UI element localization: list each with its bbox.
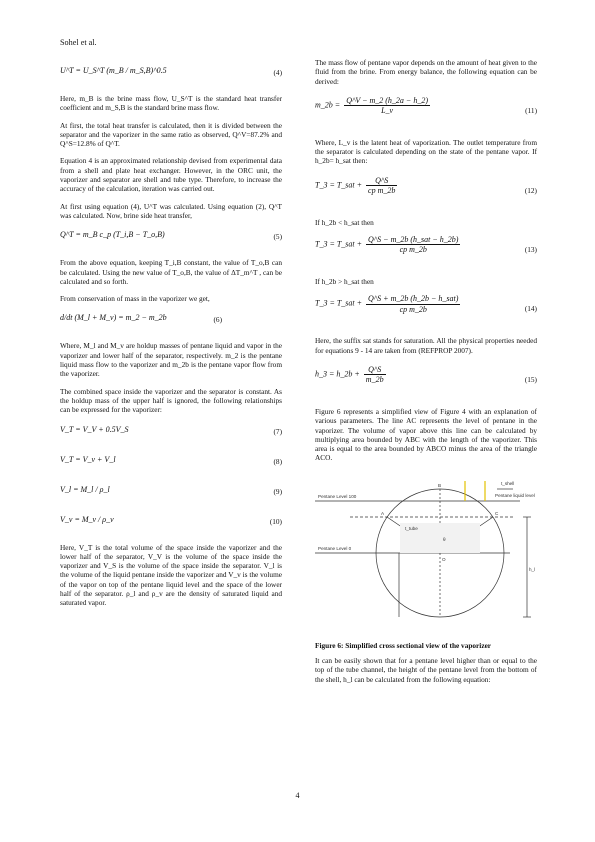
equation-12-expr [315, 176, 399, 196]
equation-12-lhs: T_3 = T_sat + [315, 180, 363, 190]
equation-15-lhs: h_3 = h_2b + [315, 369, 360, 379]
paragraph: At first, the total heat transfer is calculated, then it is divided between the separator and the vaporizer in the same ratio as observed, Q^V=87.2% and Q^S=12.8% of Q^T. [60, 120, 282, 149]
paragraph: The combined space inside the vaporizer and the separator is constant. As the holdup mass of the upper half is ignored, the following relationships can be expressed for the vaporizer: [60, 386, 282, 415]
label-theta: θ [443, 536, 446, 542]
equation-11-denominator: L_v [381, 106, 394, 116]
equation-13-number: (13) [524, 245, 537, 255]
equation-11-numerator: Q^V − m_2 (h_2a − h_2) [346, 95, 428, 105]
point-O: O [442, 556, 446, 562]
paragraph: Equation 4 is an approximated relationship devised from experimental data from a shell and plate heat exchanger. However, in the ORC unit, the vaporizer and separator are shell and tube type. Therefore, to increase the accuracy of the calculation, iteration was carried out. [60, 156, 282, 194]
paragraph: It can be easily shown that for a pentane level higher than or equal to the top of the tube channel, the height of the pentane level from the bottom of the shell, h_l can be calculated from the following equation: [315, 656, 537, 684]
equation-14-expr [315, 294, 462, 314]
paragraph: Here, m_B is the brine mass flow, U_S^T is the standard heat transfer coefficient and m_S,B is the standard brine mass flow. [60, 94, 282, 113]
paragraph: Here, the suffix sat stands for saturation. All the physical properties needed for equations 9 - 14 are taken from (REFPROP 2007). [315, 336, 537, 355]
equation-7 [60, 423, 282, 443]
equation-14-fraction [366, 294, 460, 314]
label-level-100: Pentane Level 100 [318, 493, 357, 499]
equation-9-number: (9) [273, 486, 282, 496]
vaporizer-cross-section-diagram [315, 471, 537, 631]
equation-12-numerator: Q^S [366, 176, 397, 186]
equation-13-denominator: cp m_2b [399, 245, 427, 255]
equation-8 [60, 453, 282, 473]
left-column [60, 58, 282, 616]
point-A: A [381, 510, 385, 516]
paragraph: From conservation of mass in the vaporizer we get, [60, 294, 210, 304]
equation-10-number: (10) [269, 516, 282, 526]
paragraph: The mass flow of pentane vapor depends on the amount of heat given to the fluid from the brine. From energy balance, the following equation can be derived: [315, 58, 537, 86]
label-t-tube: t_tube [405, 525, 418, 531]
equation-15-fraction [364, 365, 386, 385]
equation-15 [315, 363, 537, 397]
equation-7-number: (7) [273, 426, 282, 436]
equation-13-numerator: Q^S − m_2b (h_sat − h_2b) [368, 235, 459, 245]
equation-15-denominator: m_2b [365, 375, 384, 385]
equation-13 [315, 233, 537, 267]
equation-15-expr [315, 365, 388, 385]
equation-14-numerator: Q^S + m_2b (h_2b − h_sat) [368, 294, 459, 304]
equation-12 [315, 174, 537, 208]
equation-5 [60, 228, 282, 248]
equation-9-expr: V_l = M_l / ρ_l [60, 484, 110, 494]
equation-8-number: (8) [273, 456, 282, 466]
equation-4-expr: U^T = U_S^T (m_B / m_S,B)^0.5 [60, 66, 167, 75]
page-number: 4 [295, 791, 300, 800]
equation-11 [315, 94, 537, 128]
paragraph: Where, M_l and M_v are holdup masses of pentane liquid and vapor in the vaporizer and lower half of the separator, respectively. m_2 is the pentane liquid mass flow to the vaporizer and m_2b is the pentane vapor flow from the vaporizer. [60, 341, 282, 379]
label-t-shell: t_shell [501, 480, 515, 486]
running-header: Sohel et al. [60, 38, 97, 47]
paragraph: Figure 6 represents a simplified view of Figure 4 with an explanation of various parameters. The line AC represents the level of pentane in the vaporizer. The volume of vapor above this line can be calculated by multiplying area bounded by ABC with the length of the vaporizer. This area is equal to the area bounded by ABCO minus the area of the triangle ACO. [315, 406, 537, 463]
equation-10 [60, 513, 282, 533]
equation-15-numerator: Q^S [364, 365, 386, 375]
paragraph: Where, L_v is the latent heat of vaporization. The outlet temperature from the separator is calculated depending on the state of the pentane vapor. If h_2b= h_sat then: [315, 137, 537, 166]
equation-14-lhs: T_3 = T_sat + [315, 299, 363, 309]
equation-6-number: (6) [213, 315, 222, 325]
equation-11-number: (11) [525, 105, 537, 115]
equation-15-number: (15) [524, 374, 537, 384]
equation-9 [60, 483, 282, 503]
equation-5-number: (5) [273, 232, 282, 242]
equation-6-expr: d/dt (M_l + M_v) = m_2 − m_2b [60, 313, 167, 323]
paragraph: At first using equation (4), U^T was calculated. Using equation (2), Q^T was calculated. Now, brine side heat transfer, [60, 201, 282, 220]
equation-13-expr [315, 235, 462, 255]
equation-8-expr: V_T = V_v + V_l [60, 454, 116, 464]
label-level-0: Pentane Level 0 [318, 545, 352, 551]
equation-7-expr: V_T = V_V + 0.5V_S [60, 424, 129, 434]
equation-11-lhs: m_2b = [315, 100, 341, 110]
equation-13-fraction [366, 235, 460, 255]
equation-14 [315, 292, 537, 326]
paragraph: Here, V_T is the total volume of the space inside the vaporizer and the lower half of the separator, V_V is the volume of the space inside the vaporizer and V_S is the volume of the space inside the separator. V_l is the volume of the liquid pentane inside the vaporizer and V_v is the volume of the vapor on top of the pentane liquid level and the space of the lower half of the separator. ρ_l and ρ_v are the density of saturated liquid and saturated vapor. [60, 542, 282, 608]
equation-14-denominator: cp m_2b [399, 304, 427, 314]
label-liquid-level: Pentane liquid level [495, 492, 535, 498]
equation-11-fraction [344, 96, 430, 116]
equation-11-expr [315, 96, 432, 116]
point-B: B [438, 482, 442, 488]
equation-14-number: (14) [524, 304, 537, 314]
right-column [315, 58, 537, 692]
figure-caption: Figure 6: Simplified cross sectional view of the vaporizer [315, 640, 492, 650]
equation-12-denominator: cp m_2b [368, 186, 396, 196]
figure-6 [315, 471, 537, 631]
point-C: C [495, 510, 499, 516]
equation-6 [60, 311, 282, 331]
condition-13: If h_2b < h_sat then [315, 217, 374, 227]
equation-12-number: (12) [524, 185, 537, 195]
equation-4 [60, 64, 282, 84]
equation-12-fraction [366, 176, 397, 196]
equation-5-expr: Q^T = m_B c_p (T_i,B − T_o,B) [60, 230, 165, 240]
equation-4-number: (4) [273, 68, 282, 77]
equation-10-expr: V_v = M_v / ρ_v [60, 514, 114, 524]
paragraph: From the above equation, keeping T_i,B constant, the value of T_o,B can be calculated. Using the new value of T_o,B, the value of ΔT_m^T , can be calculated and so forth. [60, 258, 282, 286]
equation-13-lhs: T_3 = T_sat + [315, 239, 363, 249]
label-hl: h_l [529, 566, 536, 572]
condition-14: If h_2b > h_sat then [315, 277, 374, 287]
